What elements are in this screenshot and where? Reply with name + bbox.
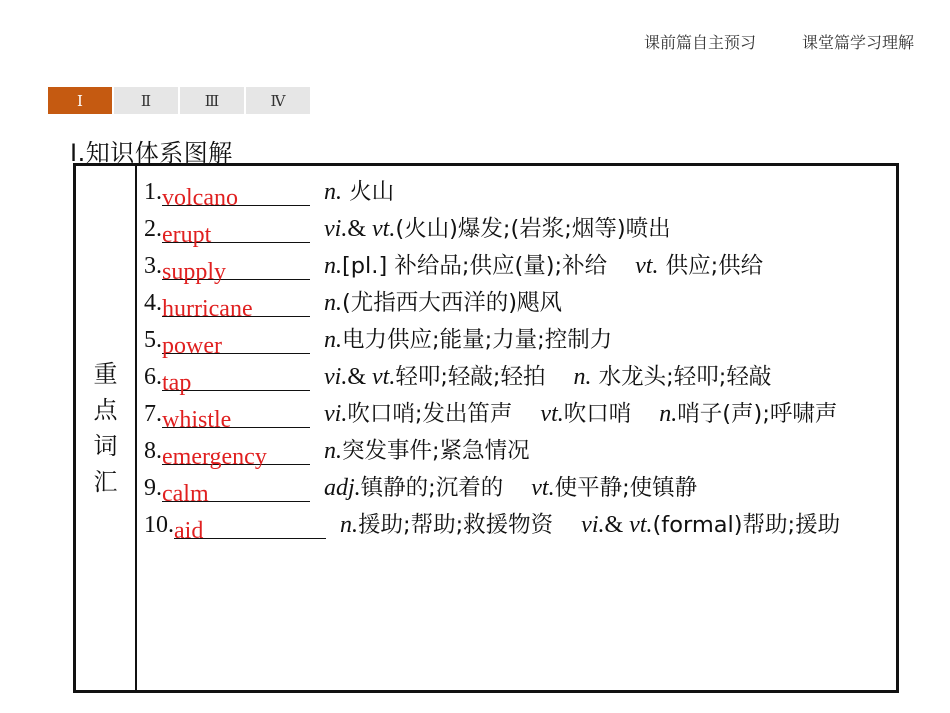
part-of-speech: vt. (372, 364, 396, 390)
definition: & (604, 512, 630, 538)
definition: 援助;帮助;救援物资 (358, 512, 554, 538)
definition: 吹口哨;发出笛声 (347, 401, 513, 427)
answer-text: volcano (162, 185, 238, 211)
answer-text: aid (174, 518, 204, 544)
part-of-speech: vi. (324, 216, 348, 242)
tab-1[interactable]: Ⅰ (48, 87, 112, 114)
vocab-entry (144, 285, 890, 322)
side-char: 点 (93, 396, 118, 424)
part-of-speech: vt. (629, 512, 653, 538)
vocab-entry (144, 433, 890, 470)
answer-text: emergency (162, 444, 267, 470)
definition: 轻叩;轻敲;轻拍 (395, 364, 546, 390)
answer-blank (162, 327, 310, 359)
answer-text: power (162, 333, 222, 359)
part-of-speech: vt. (540, 401, 564, 427)
answer-blank (174, 512, 326, 544)
definition: 火山 (342, 179, 395, 205)
part-of-speech: n. (324, 290, 342, 316)
part-of-speech: vi. (581, 512, 605, 538)
part-of-speech: n. (324, 179, 342, 205)
answer-blank (162, 401, 310, 433)
answer-blank (162, 290, 310, 322)
key-vocab-label (76, 166, 137, 690)
vocab-entry (144, 507, 890, 544)
answer-blank (162, 475, 310, 507)
definition: 使平静;使镇静 (554, 475, 698, 501)
tab-2[interactable]: Ⅱ (114, 87, 178, 114)
definition: 吹口哨 (563, 401, 632, 427)
entry-number: 2. (144, 216, 162, 242)
part-of-speech: n. (324, 253, 342, 279)
part-of-speech: n. (324, 438, 342, 464)
vocab-entry (144, 174, 890, 211)
definition: (formal)帮助;援助 (652, 512, 841, 538)
definition: 镇静的;沉着的 (360, 475, 504, 501)
answer-blank (162, 438, 310, 470)
part-of-speech: n. (340, 512, 358, 538)
tab-3[interactable]: Ⅲ (180, 87, 244, 114)
part-of-speech: vt. (635, 253, 659, 279)
definition: & (347, 216, 372, 242)
entry-number: 7. (144, 401, 162, 427)
answer-text: whistle (162, 407, 232, 433)
entry-number: 10. (144, 512, 174, 538)
nav-preview-link[interactable]: 课前篇自主预习 (643, 33, 756, 52)
definition: 供应;供给 (658, 253, 764, 279)
section-tabs (48, 87, 310, 114)
top-nav (644, 30, 914, 53)
answer-blank (162, 179, 310, 211)
definition: (尤指西大西洋的)飓风 (342, 290, 563, 316)
answer-text: hurricane (162, 296, 253, 322)
answer-blank (162, 253, 310, 285)
definition: 突发事件;紧急情况 (342, 438, 530, 464)
vocab-entries (137, 166, 896, 690)
part-of-speech: n. (659, 401, 678, 427)
part-of-speech: n. (324, 327, 342, 353)
part-of-speech: adj. (324, 475, 361, 501)
part-of-speech: vi. (324, 401, 348, 427)
vocab-entry (144, 470, 890, 507)
vocab-entry (144, 396, 890, 433)
vocab-table (73, 163, 899, 693)
entry-number: 8. (144, 438, 162, 464)
part-of-speech: vi. (324, 364, 348, 390)
entry-number: 9. (144, 475, 162, 501)
definition: 哨子(声);呼啸声 (677, 401, 838, 427)
entry-number: 1. (144, 179, 162, 205)
definition: (火山)爆发;(岩浆;烟等)喷出 (395, 216, 671, 242)
entry-number: 5. (144, 327, 162, 353)
definition: & (347, 364, 372, 390)
answer-text: tap (162, 370, 192, 396)
entry-number: 4. (144, 290, 162, 316)
definition: [pl.] 补给品;供应(量);补给 (342, 253, 608, 279)
answer-text: erupt (162, 222, 212, 248)
nav-class-link[interactable]: 课堂篇学习理解 (801, 33, 914, 52)
tab-4[interactable]: Ⅳ (246, 87, 310, 114)
part-of-speech: vt. (531, 475, 555, 501)
part-of-speech: vt. (372, 216, 396, 242)
side-char: 汇 (93, 468, 118, 496)
side-char: 词 (93, 432, 118, 460)
answer-blank (162, 364, 310, 396)
entry-number: 3. (144, 253, 162, 279)
answer-blank (162, 216, 310, 248)
vocab-entry (144, 248, 890, 285)
vocab-entry (144, 322, 890, 359)
side-char: 重 (93, 360, 118, 388)
vocab-entry (144, 211, 890, 248)
entry-number: 6. (144, 364, 162, 390)
definition: 水龙头;轻叩;轻敲 (591, 364, 772, 390)
part-of-speech: n. (573, 364, 592, 390)
vocab-entry (144, 359, 890, 396)
answer-text: calm (162, 481, 209, 507)
definition: 电力供应;能量;力量;控制力 (342, 327, 613, 353)
section-title: Ⅰ.知识体系图解 (70, 139, 233, 167)
answer-text: supply (162, 259, 227, 285)
